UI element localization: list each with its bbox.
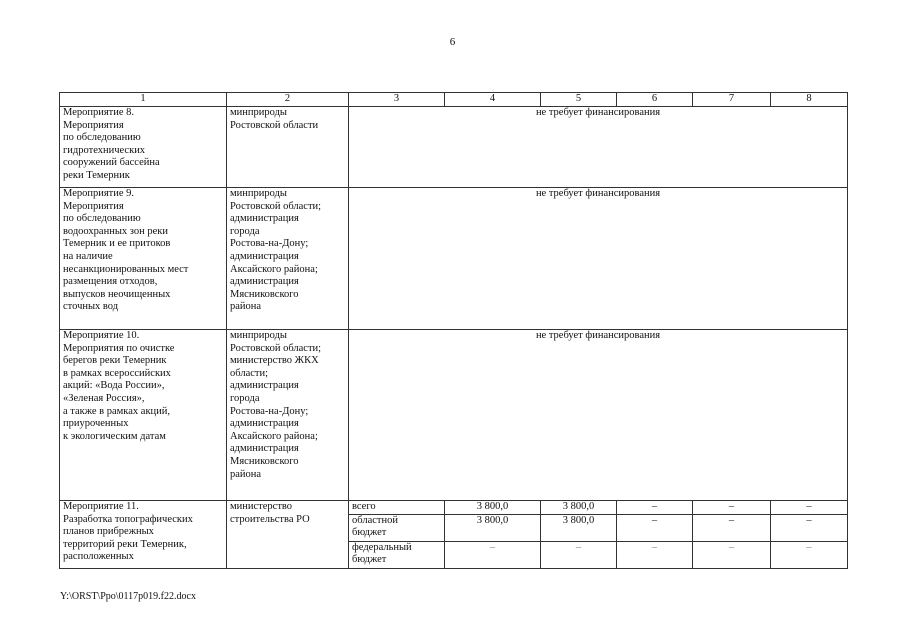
funding-value: – bbox=[445, 541, 541, 568]
event-cell: Мероприятие 9. Мероприятия по обследованию водоохранных зон реки Темерник и ее притоков на наличие несанкционированных мест размещения отходов, выпусков неочищенных сточных вод bbox=[60, 188, 227, 330]
funding-value: – bbox=[693, 541, 771, 568]
column-number: 7 bbox=[693, 93, 771, 107]
funding-source-label: всего bbox=[349, 501, 445, 515]
funding-value: 3 800,0 bbox=[541, 501, 617, 515]
funding-value: 3 800,0 bbox=[541, 514, 617, 541]
no-funding-note: не требует финансирования bbox=[349, 188, 848, 330]
activities-table bbox=[59, 92, 848, 569]
column-number: 5 bbox=[541, 93, 617, 107]
executor-cell: минприроды Ростовской области; администрация города Ростова-на-Дону; администрация Аксайского района; администрация Мясниковского района bbox=[227, 188, 349, 330]
executor-cell: министерство строительства РО bbox=[227, 501, 349, 569]
event-cell: Мероприятие 8. Мероприятия по обследованию гидротехнических сооружений бассейна реки Темерник bbox=[60, 107, 227, 188]
funding-source-label: федеральный бюджет bbox=[349, 541, 445, 568]
column-number: 6 bbox=[617, 93, 693, 107]
funding-value: – bbox=[617, 541, 693, 568]
no-funding-note: не требует финансирования bbox=[349, 330, 848, 501]
event-cell: Мероприятие 10. Мероприятия по очистке берегов реки Темерник в рамках всероссийских акций: «Вода России», «Зеленая Россия», а также в рамках акций, приуроченных к экологическим датам bbox=[60, 330, 227, 501]
column-number: 1 bbox=[60, 93, 227, 107]
executor-cell: минприроды Ростовской области bbox=[227, 107, 349, 188]
column-number: 3 bbox=[349, 93, 445, 107]
funding-value: – bbox=[693, 514, 771, 541]
funding-value: – bbox=[771, 514, 848, 541]
no-funding-note: не требует финансирования bbox=[349, 107, 848, 188]
funding-value: – bbox=[617, 514, 693, 541]
document-file-path: Y:\ORST\Ppo\0117p019.f22.docx bbox=[60, 591, 196, 602]
funding-value: – bbox=[617, 501, 693, 515]
funding-value: – bbox=[693, 501, 771, 515]
funding-value: – bbox=[541, 541, 617, 568]
funding-value: – bbox=[771, 541, 848, 568]
funding-value: 3 800,0 bbox=[445, 501, 541, 515]
table-row bbox=[60, 330, 848, 501]
executor-cell: минприроды Ростовской области; министерство ЖКХ области; администрация города Ростова-на-Дону; администрация Аксайского района; администрация Мясниковского района bbox=[227, 330, 349, 501]
column-number: 8 bbox=[771, 93, 848, 107]
table-row bbox=[60, 188, 848, 330]
funding-value: 3 800,0 bbox=[445, 514, 541, 541]
header-number-row bbox=[60, 93, 848, 107]
column-number: 4 bbox=[445, 93, 541, 107]
event-cell: Мероприятие 11. Разработка топографических планов прибрежных территорий реки Темерник, расположенных bbox=[60, 501, 227, 569]
funding-source-label: областной бюджет bbox=[349, 514, 445, 541]
funding-value: – bbox=[771, 501, 848, 515]
column-number: 2 bbox=[227, 93, 349, 107]
page-number: 6 bbox=[449, 36, 456, 48]
table-row bbox=[60, 107, 848, 188]
table-row bbox=[60, 501, 848, 515]
